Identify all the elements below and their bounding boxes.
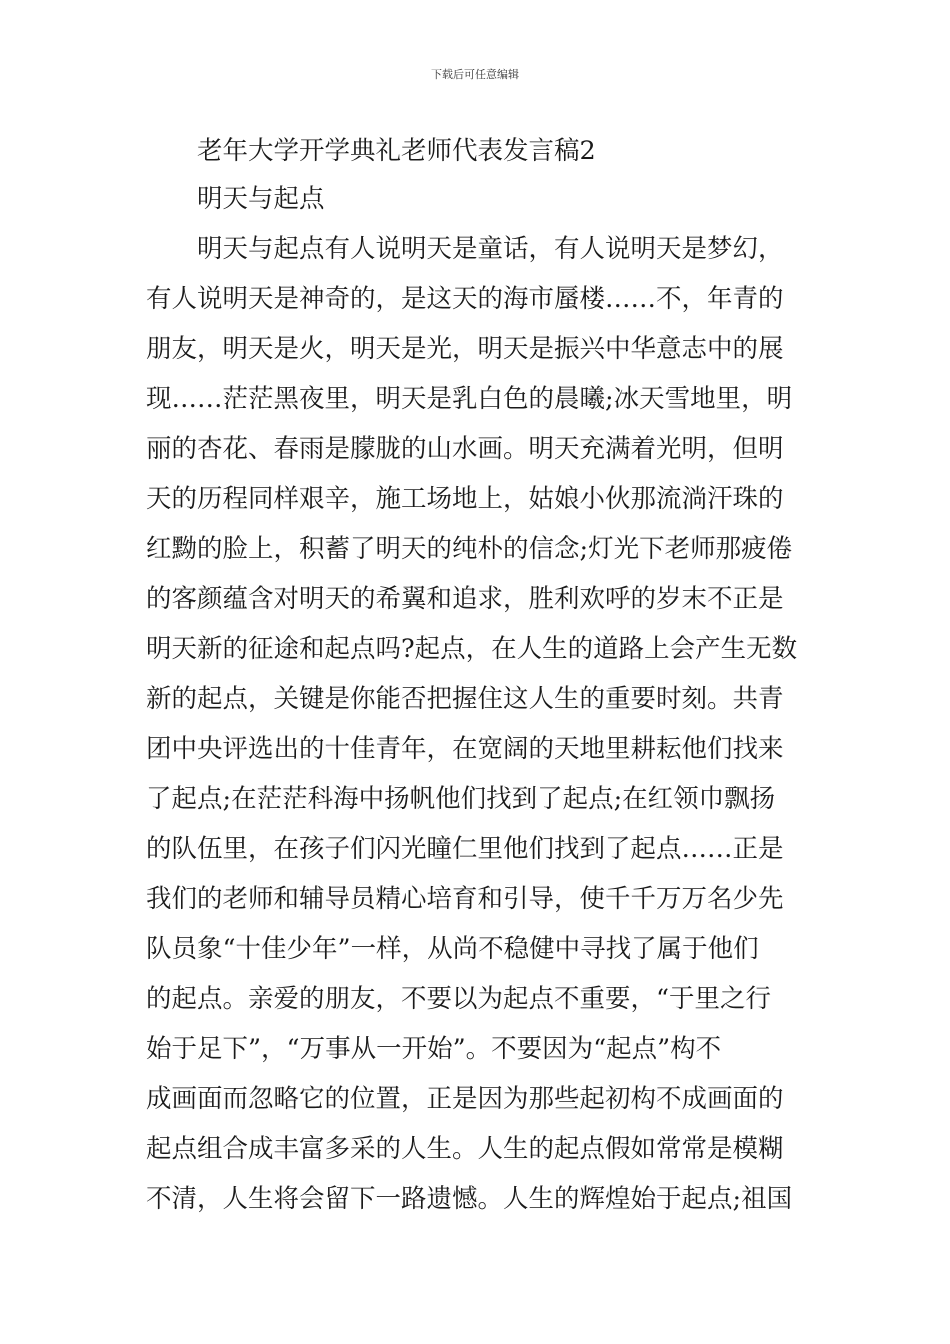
body-line: 天的历程同样艰辛，施工场地上，姑娘小伙那流淌汗珠的 <box>146 484 784 514</box>
body-line: 现……茫茫黑夜里，明天是乳白色的晨曦;冰天雪地里，明 <box>146 384 793 414</box>
body-line: 队员象“十佳少年”一样，从尚不稳健中寻找了属于他们 <box>146 934 759 964</box>
body-line: 成画面而忽略它的位置，正是因为那些起初构不成画面的 <box>146 1084 784 1114</box>
section-heading: 明天与起点 <box>197 184 325 214</box>
body-line: 的起点。亲爱的朋友，不要以为起点不重要，“于里之行 <box>146 984 772 1014</box>
body-line: 有人说明天是神奇的，是这天的海市蜃楼……不，年青的 <box>146 284 784 314</box>
body-line: 我们的老师和辅导员精心培育和引导，使千千万万名少先 <box>146 884 784 914</box>
body-line: 明天与起点有人说明天是童话，有人说明天是梦幻， <box>197 234 784 264</box>
body-line: 新的起点，关键是你能否把握住这人生的重要时刻。共青 <box>146 684 784 714</box>
body-line: 明天新的征途和起点吗?起点，在人生的道路上会产生无数 <box>146 634 798 664</box>
body-line: 不清，人生将会留下一路遗憾。人生的辉煌始于起点;祖国 <box>146 1184 793 1214</box>
body-line: 了起点;在茫茫科海中扬帆他们找到了起点;在红领巾飘扬 <box>146 784 776 814</box>
body-line: 团中央评选出的十佳青年，在宽阔的天地里耕耘他们找来 <box>146 734 784 764</box>
body-line: 朋友，明天是火，明天是光，明天是振兴中华意志中的展 <box>146 334 784 364</box>
body-line: 的客颜蕴含对明天的希翼和追求，胜利欢呼的岁末不正是 <box>146 584 784 614</box>
body-line: 丽的杏花、春雨是朦胧的山水画。明天充满着光明，但明 <box>146 434 784 464</box>
page-header-note: 下载后可任意编辑 <box>431 68 519 81</box>
body-line: 的队伍里，在孩子们闪光瞳仁里他们找到了起点……正是 <box>146 834 784 864</box>
body-line: 起点组合成丰富多采的人生。人生的起点假如常常是模糊 <box>146 1134 784 1164</box>
body-line: 始于足下”，“万事从一开始”。不要因为“起点”构不 <box>146 1034 722 1064</box>
body-line: 红黝的脸上，积蓄了明天的纯朴的信念;灯光下老师那疲倦 <box>146 534 793 564</box>
document-title: 老年大学开学典礼老师代表发言稿2 <box>197 136 596 166</box>
